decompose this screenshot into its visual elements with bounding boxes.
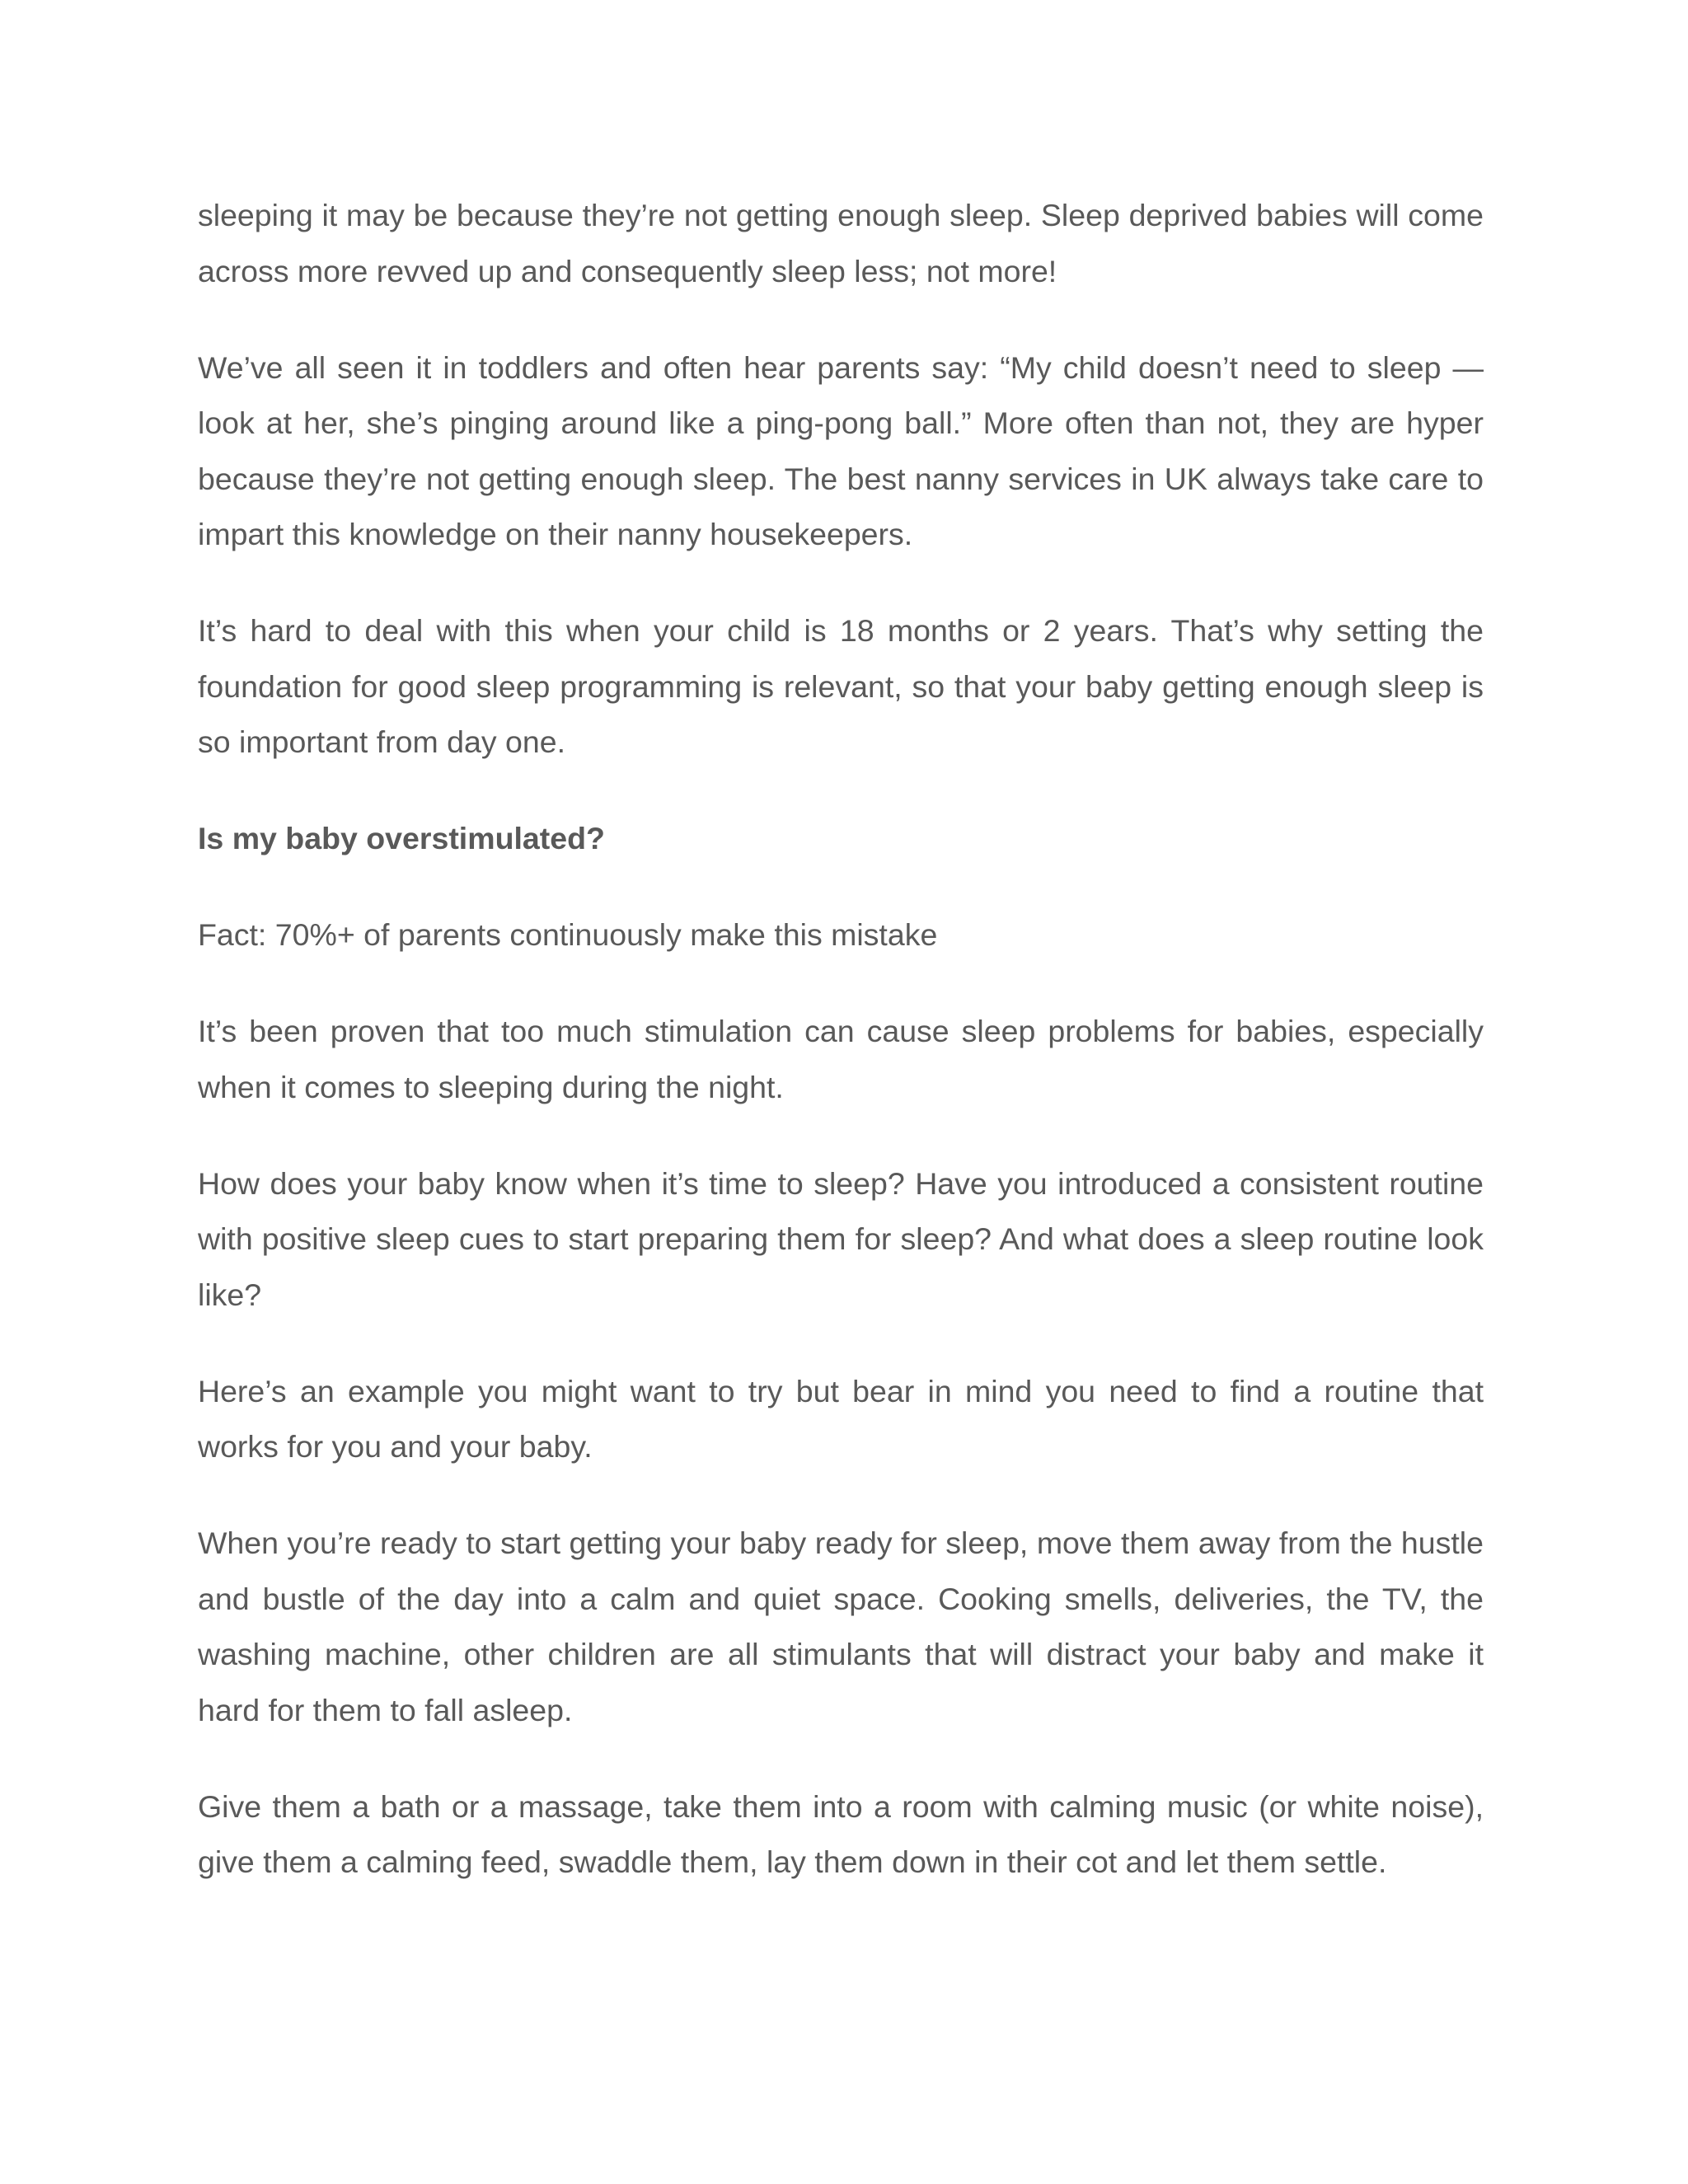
- paragraph: It’s hard to deal with this when your child is 18 months or 2 years. That’s why setting the foundation for good sleep programming is relevant, so that your baby getting enough sleep is so important from day one.: [198, 613, 1484, 759]
- paragraph: We’ve all seen it in toddlers and often hear parents say: “My child doesn’t need to sleep — look at her, she’s pinging around like a ping-pong ball.” More often than not, they are hyper because they’re not getting enough sleep. The best nanny services in UK always take care to impart this knowledge on their nanny housekeepers.: [198, 349, 1484, 551]
- paragraph: How does your baby know when it’s time to sleep? Have you introduced a consistent routine with positive sleep cues to start preparing them for sleep? And what does a sleep routine look like?: [198, 1165, 1484, 1312]
- paragraph: When you’re ready to start getting your baby ready for sleep, move them away from the hustle and bustle of the day into a calm and quiet space. Cooking smells, deliveries, the TV, the washing machine, other children are all stimulants that will distract your baby and make it hard for them to fall asleep.: [198, 1526, 1484, 1727]
- paragraph: sleeping it may be because they’re not getting enough sleep. Sleep deprived babies will come across more revved up and consequently sleep less; not more!: [198, 198, 1484, 288]
- document-body: [198, 188, 1484, 1931]
- paragraph: Give them a bath or a massage, take them into a room with calming music (or white noise), give them a calming feed, swaddle them, lay them down in their cot and let them settle.: [198, 1788, 1484, 1879]
- section-heading: Is my baby overstimulated?: [198, 821, 605, 855]
- paragraph: Fact: 70%+ of parents continuously make this mistake: [198, 917, 938, 952]
- paragraph: Here’s an example you might want to try but bear in mind you need to find a routine that works for you and your baby.: [198, 1373, 1484, 1464]
- paragraph: It’s been proven that too much stimulation can cause sleep problems for babies, especially when it comes to sleeping during the night.: [198, 1014, 1484, 1104]
